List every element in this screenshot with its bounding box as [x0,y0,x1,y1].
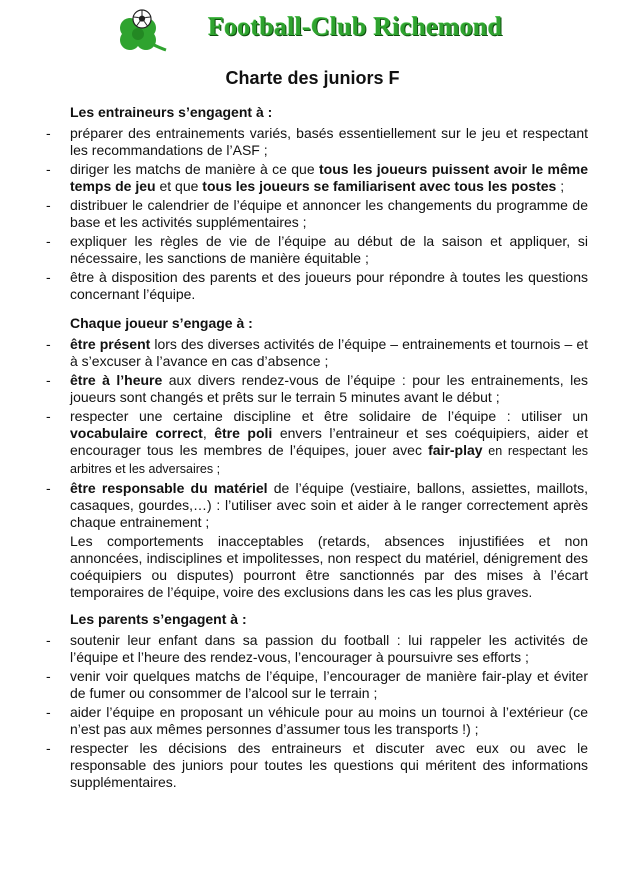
item-text: expliquer les règles de vie de l’équipe au début de la saison et appliquer, si nécessaire, les sanctions de manière équitable ; [70,233,588,266]
item-text: lors des diverses activités de l’équipe – entrainements et tournois – et à s’excuser à l’avance en cas d’absence ; [70,336,588,369]
item-text: respecter une certaine discipline et être solidaire de l’équipe : utiliser un [70,408,588,424]
list-item [46,408,588,478]
list-item [46,161,588,195]
item-text: diriger les matchs de manière à ce que [70,161,319,177]
charter-content [46,104,588,793]
emphasis-text: être présent [70,336,151,352]
item-text: être à disposition des parents et des joueurs pour répondre à toutes les questions concernant l’équipe. [70,269,588,302]
item-text: de l’équipe (vestiaire, ballons, assiettes, maillots, casaques, gourdes,…) : l’utiliser avec soin et aider à le ranger correctement après chaque entrainement ; [70,480,588,530]
bullet-dash: - [46,233,51,249]
item-text: venir voir quelques matchs de l’équipe, l’encourager de manière fair-play et éviter de fumer ou consommer de l’alcool sur le terrain ; [70,668,588,701]
emphasis-text: être responsable du matériel [70,480,268,496]
player-commitments-list [46,336,588,531]
list-item [46,740,588,791]
club-name: Football-Club Richemond [208,12,503,41]
list-item [46,336,588,370]
list-item [46,480,588,531]
list-item [46,197,588,231]
bullet-dash: - [46,372,51,388]
list-item [46,233,588,267]
list-item [46,704,588,738]
item-text: préparer des entrainements variés, basés essentiellement sur le jeu et respectant les recommandations de l’ASF ; [70,125,588,158]
document-title: Charte des juniors F [225,68,400,88]
bullet-dash: - [46,740,51,756]
list-item [46,269,588,303]
parent-commitments-list [46,632,588,791]
sanctions-paragraph: Les comportements inacceptables (retards, absences injustifiées et non annoncées, indisciplines et impolitesses, non respect du matériel, dénigrement des coéquipiers ou disputes) pourront être sanctionnés par des mises à l’écart temporaires de l’équipe, voire des exclusions dans les cas les plus graves. [70,533,588,600]
list-item [46,372,588,406]
emphasis-text: tous les joueurs puissent avoir le même temps de jeu [70,161,588,194]
bullet-dash: - [46,197,51,213]
bullet-dash: - [46,632,51,648]
emphasis-text: fair-play [428,442,483,458]
section-heading: Chaque joueur s’engage à : [70,315,253,331]
clover-football-icon [112,8,170,52]
item-text: en respectant les arbitres et les adversaires ; [70,444,589,476]
bullet-dash: - [46,125,51,141]
bullet-dash: - [46,408,51,424]
bullet-dash: - [46,480,51,496]
item-text: , [202,425,215,441]
item-text: et que [155,178,203,194]
section-heading: Les parents s’engagent à : [70,611,247,627]
list-item [46,125,588,159]
coach-commitments-list [46,125,588,303]
item-text: aider l’équipe en proposant un véhicule pour au moins un tournoi à l’extérieur (ce n’est pas aux mêmes personnes d’assumer tous les transports !) ; [70,704,588,737]
bullet-dash: - [46,161,51,177]
bullet-dash: - [46,704,51,720]
bullet-dash: - [46,269,51,285]
bullet-dash: - [46,668,51,684]
header [0,0,625,62]
list-item [46,632,588,666]
item-text: respecter les décisions des entraineurs et discuter avec eux ou avec le responsable des juniors pour toutes les questions qui méritent des informations supplémentaires. [70,740,588,790]
emphasis-text: vocabulaire correct [70,425,203,441]
bullet-dash: - [46,336,51,352]
emphasis-text: être à l’heure [70,372,163,388]
emphasis-text: être poli [214,425,273,441]
list-item [46,668,588,702]
item-text: distribuer le calendrier de l’équipe et annoncer les changements du programme de base et les activités supplémentaires ; [70,197,588,230]
item-text: aux divers rendez-vous de l’équipe : pour les entrainements, les joueurs sont changés et prêts sur le terrain 5 minutes avant le début ; [70,372,588,405]
item-text: soutenir leur enfant dans sa passion du football : lui rappeler les activités de l’équipe et l’heure des rendez-vous, l’encourager à poursuivre ses efforts ; [70,632,588,665]
item-text: ; [556,178,565,194]
emphasis-text: tous les joueurs se familiarisent avec tous les postes [202,178,557,194]
section-heading: Les entraineurs s’engagent à : [70,104,273,120]
item-text: envers l’entraineur et ses coéquipiers, aider et encourager tous les membres de l’équipes, jouer avec [70,425,589,458]
